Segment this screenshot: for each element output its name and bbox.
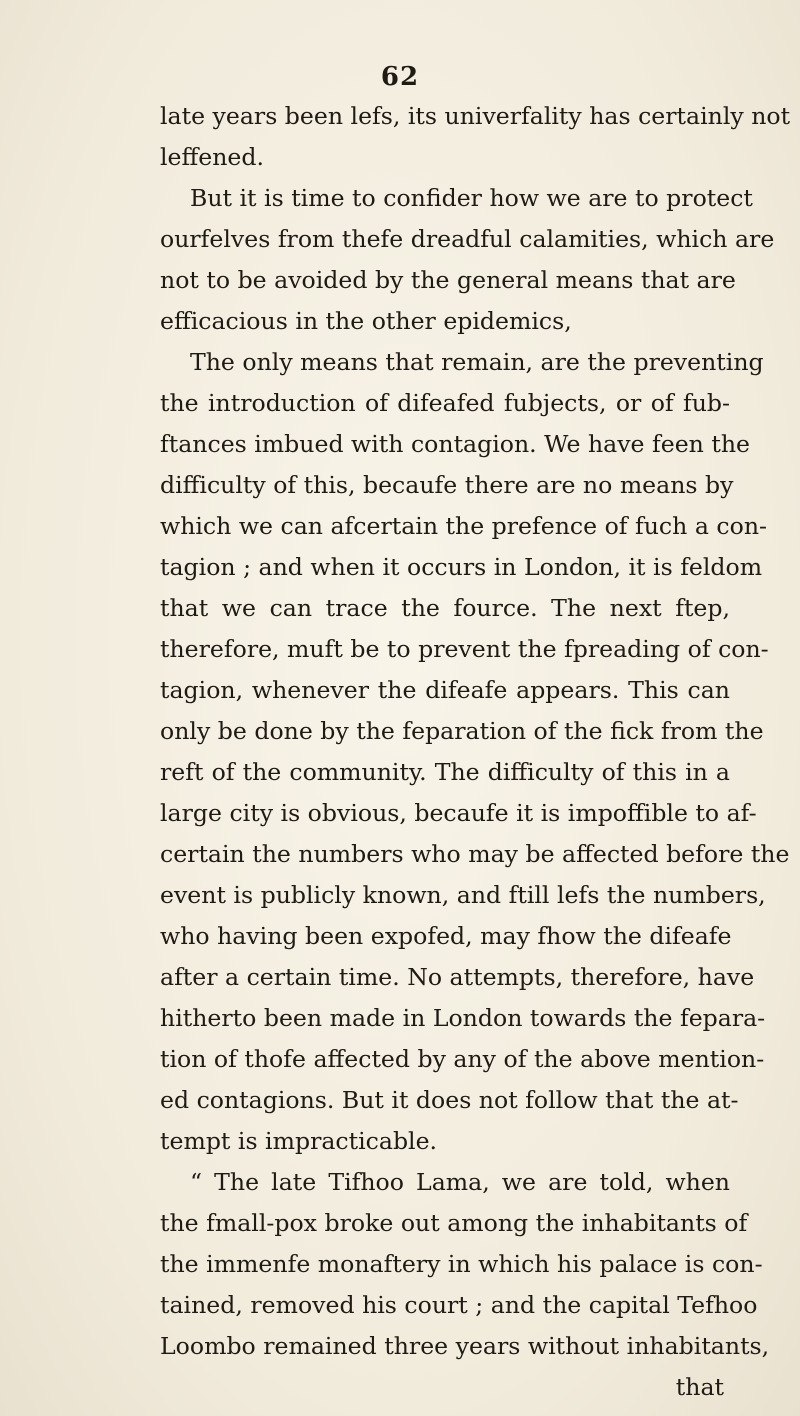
text-line: who having been expofed, may fhow the difeafe [160, 922, 732, 950]
text-line: reft of the community. The difficulty of this in a [160, 758, 730, 786]
text-line: that we can trace the fource. The next ftep, [160, 594, 730, 622]
text-line: ourfelves from thefe dreadful calamities, which are [160, 225, 775, 253]
text-line: the introduction of difeafed fubjects, or of fub- [160, 389, 730, 417]
text-line: hitherto been made in London towards the fepara- [160, 1004, 766, 1032]
text-line: tion of thofe affected by any of the above mention- [160, 1045, 765, 1073]
text-line: But it is time to confider how we are to protect [190, 184, 753, 212]
text-line: ftances imbued with contagion. We have feen the [160, 430, 751, 458]
text-line: The only means that remain, are the preventing [190, 348, 764, 376]
text-line: not to be avoided by the general means that are [160, 266, 736, 294]
text-line: efficacious in the other epidemics, [160, 307, 572, 335]
text-line: certain the numbers who may be affected before the [160, 840, 790, 868]
text-line: difficulty of this, becaufe there are no means by [160, 471, 734, 499]
text-line: Loombo remained three years without inhabitants, [160, 1332, 770, 1360]
text-line: only be done by the feparation of the fick from the [160, 717, 764, 745]
text-line: leffened. [160, 143, 264, 171]
text-line: therefore, muft be to prevent the fpreading of con- [160, 635, 769, 663]
text-line: that [675, 1373, 724, 1401]
text-line: large city is obvious, becaufe it is impoffible to af- [160, 799, 757, 827]
text-line: which we can afcertain the prefence of fuch a con- [160, 512, 767, 540]
body-text [160, 96, 791, 1408]
text-line: ed contagions. But it does not follow that the at- [160, 1086, 739, 1114]
text-line: event is publicly known, and ftill lefs the numbers, [160, 881, 766, 909]
text-line: tagion, whenever the difeafe appears. This can [160, 676, 730, 704]
text-line: tained, removed his court ; and the capital Tefhoo [160, 1291, 758, 1319]
text-line: the immenfe monaftery in which his palace is con- [160, 1250, 763, 1278]
text-line: after a certain time. No attempts, therefore, have [160, 963, 755, 991]
text-line: the fmall-pox broke out among the inhabitants of [160, 1209, 748, 1237]
text-line: tagion ; and when it occurs in London, it is feldom [160, 553, 763, 581]
page-number: 62 [380, 62, 420, 92]
text-line: late years been lefs, its univerfality has certainly not [160, 102, 791, 130]
text-line: “ The late Tifhoo Lama, we are told, when [190, 1168, 730, 1196]
text-line: tempt is impracticable. [160, 1127, 438, 1155]
